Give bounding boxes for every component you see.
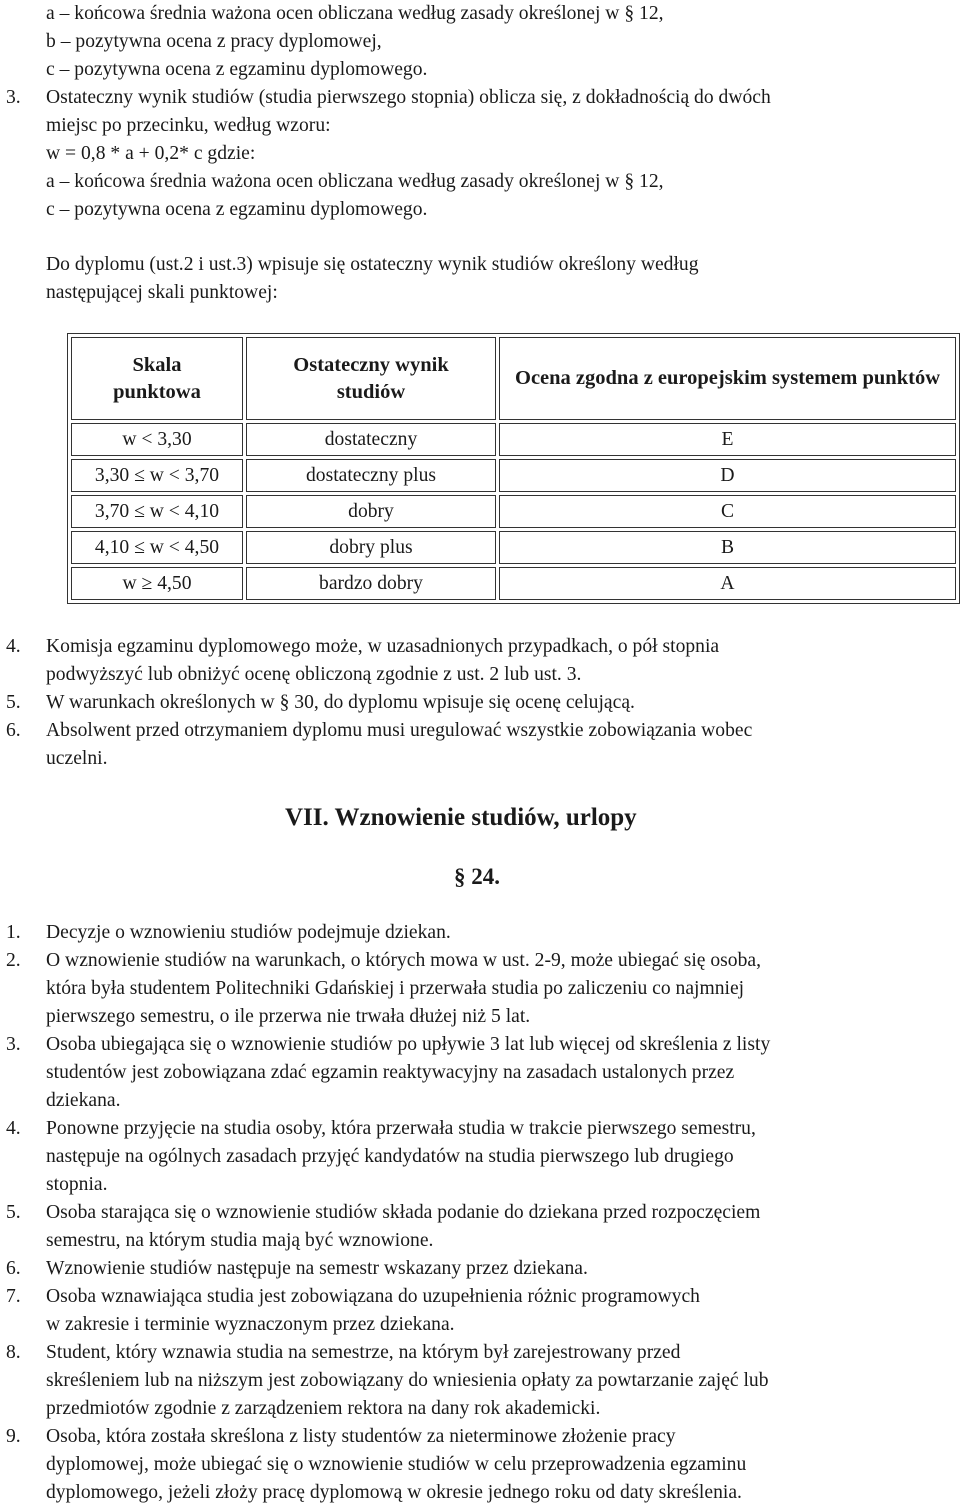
paragraph-line: Ostateczny wynik studiów (studia pierwszego stopnia) oblicza się, z dokładnością do dwóch bbox=[46, 87, 771, 108]
list-number: 3. bbox=[6, 1034, 21, 1055]
paragraph-line: Decyzje o wznowieniu studiów podejmuje dziekan. bbox=[46, 922, 451, 943]
paragraph-line: semestru, na którym studia mają być wznowione. bbox=[46, 1230, 434, 1251]
table-cell-scale: 3,30 ≤ w < 3,70 bbox=[71, 459, 243, 492]
paragraph-line: pierwszego semestru, o ile przerwa nie trwała dłużej niż 5 lat. bbox=[46, 1006, 531, 1027]
paragraph-line: która była studentem Politechniki Gdańskiej i przerwała studia po zaliczeniu co najmniej bbox=[46, 978, 745, 999]
paragraph-line: następuje na ogólnych zasadach przyjęć kandydatów na studia pierwszego lub drugiego bbox=[46, 1146, 734, 1167]
formula-definition-b: b – pozytywna ocena z pracy dyplomowej, bbox=[46, 31, 382, 52]
table-cell-ects: E bbox=[499, 423, 956, 456]
table-cell-scale: 4,10 ≤ w < 4,50 bbox=[71, 531, 243, 564]
table-cell-result: dostateczny plus bbox=[246, 459, 496, 492]
table-header-ects: Ocena zgodna z europejskim systemem punktów bbox=[499, 337, 956, 420]
paragraph-line: Osoba, która została skreślona z listy studentów za nieterminowe złożenie pracy bbox=[46, 1426, 676, 1447]
list-number: 3. bbox=[6, 87, 21, 108]
table-cell-scale: w < 3,30 bbox=[71, 423, 243, 456]
paragraph-line: Ponowne przyjęcie na studia osoby, która przerwała studia w trakcie pierwszego semestru, bbox=[46, 1118, 756, 1139]
formula-definition-c: c – pozytywna ocena z egzaminu dyplomowego. bbox=[46, 199, 428, 220]
list-number: 5. bbox=[6, 1202, 21, 1223]
paragraph-line: stopnia. bbox=[46, 1174, 108, 1195]
paragraph-line: W warunkach określonych w § 30, do dyplomu wpisuje się ocenę celującą. bbox=[46, 692, 635, 713]
paragraph-line: miejsc po przecinku, według wzoru: bbox=[46, 115, 331, 136]
table-cell-result: bardzo dobry bbox=[246, 567, 496, 600]
table-cell-ects: A bbox=[499, 567, 956, 600]
paragraph-line: dziekana. bbox=[46, 1090, 121, 1111]
list-number: 9. bbox=[6, 1426, 21, 1447]
formula-definition-c: c – pozytywna ocena z egzaminu dyplomowego. bbox=[46, 59, 428, 80]
table-cell-scale: 3,70 ≤ w < 4,10 bbox=[71, 495, 243, 528]
paragraph-line: w zakresie i terminie wyznaczonym przez dziekana. bbox=[46, 1314, 455, 1335]
table-header-scale: Skala punktowa bbox=[71, 337, 243, 420]
formula: w = 0,8 * a + 0,2* c gdzie: bbox=[46, 143, 256, 164]
list-number: 4. bbox=[6, 1118, 21, 1139]
grading-scale-table bbox=[67, 333, 960, 604]
formula-definition-a: a – końcowa średnia ważona ocen obliczana według zasady określonej w § 12, bbox=[46, 171, 664, 192]
list-number: 6. bbox=[6, 720, 21, 741]
paragraph-line: Student, który wznawia studia na semestrze, na którym był zarejestrowany przed bbox=[46, 1342, 681, 1363]
paragraph-line: Osoba ubiegająca się o wznowienie studiów po upływie 3 lat lub więcej od skreślenia z listy bbox=[46, 1034, 771, 1055]
paragraph-number: § 24. bbox=[454, 864, 500, 889]
paragraph-line: uczelni. bbox=[46, 748, 108, 769]
table-cell-result: dobry bbox=[246, 495, 496, 528]
list-number: 7. bbox=[6, 1286, 21, 1307]
list-number: 5. bbox=[6, 692, 21, 713]
paragraph-line: Wznowienie studiów następuje na semestr wskazany przez dziekana. bbox=[46, 1258, 588, 1279]
table-cell-scale: w ≥ 4,50 bbox=[71, 567, 243, 600]
paragraph-line: O wznowienie studiów na warunkach, o których mowa w ust. 2-9, może ubiegać się osoba, bbox=[46, 950, 761, 971]
table-cell-ects: D bbox=[499, 459, 956, 492]
table-cell-result: dostateczny bbox=[246, 423, 496, 456]
paragraph-line: dyplomowej, może ubiegać się o wznowienie studiów w celu przeprowadzenia egzaminu bbox=[46, 1454, 747, 1475]
table-cell-ects: C bbox=[499, 495, 956, 528]
paragraph-line: Osoba wznawiająca studia jest zobowiązana do uzupełnienia różnic programowych bbox=[46, 1286, 700, 1307]
table-cell-ects: B bbox=[499, 531, 956, 564]
formula-definition-a: a – końcowa średnia ważona ocen obliczana według zasady określonej w § 12, bbox=[46, 3, 664, 24]
list-number: 2. bbox=[6, 950, 21, 971]
section-title: VII. Wznowienie studiów, urlopy bbox=[285, 804, 637, 831]
table-cell-result: dobry plus bbox=[246, 531, 496, 564]
paragraph-line: Absolwent przed otrzymaniem dyplomu musi uregulować wszystkie zobowiązania wobec bbox=[46, 720, 753, 741]
paragraph-line: przedmiotów zgodnie z zarządzeniem rektora na dany rok akademicki. bbox=[46, 1398, 601, 1419]
paragraph-line: studentów jest zobowiązana zdać egzamin reaktywacyjny na zasadach ustalonych przez bbox=[46, 1062, 735, 1083]
list-number: 4. bbox=[6, 636, 21, 657]
paragraph-line: podwyższyć lub obniżyć ocenę obliczoną zgodnie z ust. 2 lub ust. 3. bbox=[46, 664, 582, 685]
paragraph-line: Do dyplomu (ust.2 i ust.3) wpisuje się ostateczny wynik studiów określony według bbox=[46, 254, 699, 275]
list-number: 1. bbox=[6, 922, 21, 943]
list-number: 6. bbox=[6, 1258, 21, 1279]
paragraph-line: Komisja egzaminu dyplomowego może, w uzasadnionych przypadkach, o pół stopnia bbox=[46, 636, 720, 657]
list-number: 8. bbox=[6, 1342, 21, 1363]
table-header-result: Ostateczny wynik studiów bbox=[246, 337, 496, 420]
paragraph-line: następującej skali punktowej: bbox=[46, 282, 278, 303]
paragraph-line: Osoba starająca się o wznowienie studiów składa podanie do dziekana przed rozpoczęciem bbox=[46, 1202, 761, 1223]
paragraph-line: skreśleniem lub na niższym jest zobowiązany do wniesienia opłaty za powtarzanie zajęć lub bbox=[46, 1370, 769, 1391]
paragraph-line: dyplomowego, jeżeli złoży pracę dyplomową w okresie jednego roku od daty skreślenia. bbox=[46, 1482, 742, 1503]
